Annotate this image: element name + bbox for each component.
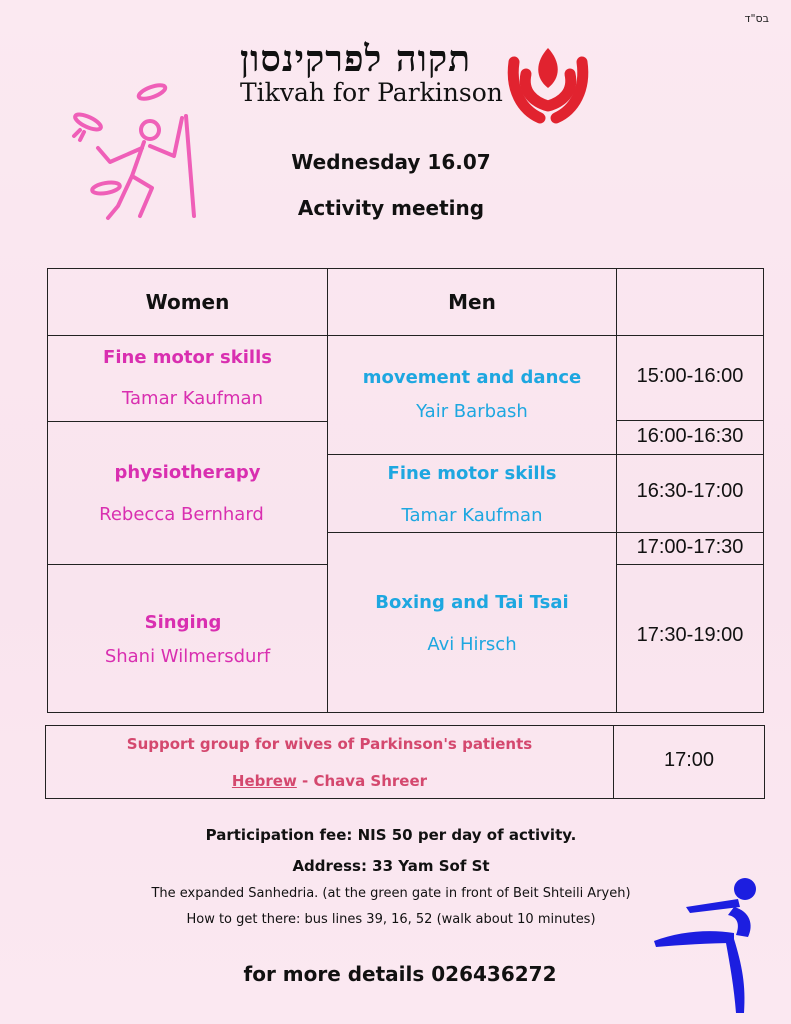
header-women: Women <box>145 290 230 314</box>
support-group-table <box>45 725 765 799</box>
time-3: 16:30-17:00 <box>636 480 744 502</box>
women-activity-3-name: Shani Wilmersdurf <box>104 646 271 667</box>
schedule-table <box>47 268 764 713</box>
participation-fee: Participation fee: NIS 50 per day of activity. <box>205 826 577 844</box>
logo-hebrew: תקוה לפרקינסון <box>240 38 472 80</box>
directions: How to get there: bus lines 39, 16, 52 (walk about 10 minutes) <box>186 912 596 927</box>
time-1: 15:00-16:00 <box>636 365 744 387</box>
men-activity-3-title: Boxing and Tai Tsai <box>375 592 569 613</box>
women-slot-2 <box>47 421 328 565</box>
men-activity-2-name: Tamar Kaufman <box>401 505 543 526</box>
women-activity-1-title: Fine motor skills <box>103 347 272 368</box>
men-activity-2-title: Fine motor skills <box>387 463 557 484</box>
men-activity-1-name: Yair Barbash <box>416 401 528 422</box>
support-group-time: 17:00 <box>663 749 715 771</box>
tikvah-logo-icon <box>500 40 595 135</box>
logo-english: Tikvah for Parkinson <box>240 78 503 107</box>
men-activity-3-name: Avi Hirsch <box>427 634 517 655</box>
time-5: 17:30-19:00 <box>636 624 744 646</box>
support-group-leader: Chava Shreer <box>313 772 428 790</box>
men-activity-1-title: movement and dance <box>362 367 582 388</box>
header-time-cell <box>616 268 764 336</box>
time-4: 17:00-17:30 <box>636 536 744 558</box>
top-note: בס"ד <box>744 12 769 25</box>
women-slot-3 <box>47 564 328 713</box>
header-men: Men <box>448 290 496 314</box>
location-note: The expanded Sanhedria. (at the green gate in front of Beit Shteili Aryeh) <box>151 886 631 901</box>
men-slot-3 <box>327 532 617 713</box>
support-group-title: Support group for wives of Parkinson's patients <box>126 735 533 753</box>
women-activity-1-name: Tamar Kaufman <box>122 388 263 409</box>
event-subtitle: Activity meeting <box>297 196 485 220</box>
more-details: for more details 026436272 <box>243 962 557 986</box>
support-group-separator: - <box>296 772 314 790</box>
time-2: 16:00-16:30 <box>636 425 744 447</box>
address: Address: 33 Yam Sof St <box>292 857 490 875</box>
support-group-language: Hebrew <box>231 772 297 790</box>
women-activity-2-title: physiotherapy <box>114 462 261 483</box>
men-slot-1 <box>327 335 617 455</box>
women-activity-2-name: Rebecca Bernhard <box>99 504 264 525</box>
event-date: Wednesday 16.07 <box>291 150 491 174</box>
support-group-leader-line <box>45 772 614 790</box>
women-activity-3-title: Singing <box>144 612 222 633</box>
dancer-icon <box>650 875 770 1015</box>
